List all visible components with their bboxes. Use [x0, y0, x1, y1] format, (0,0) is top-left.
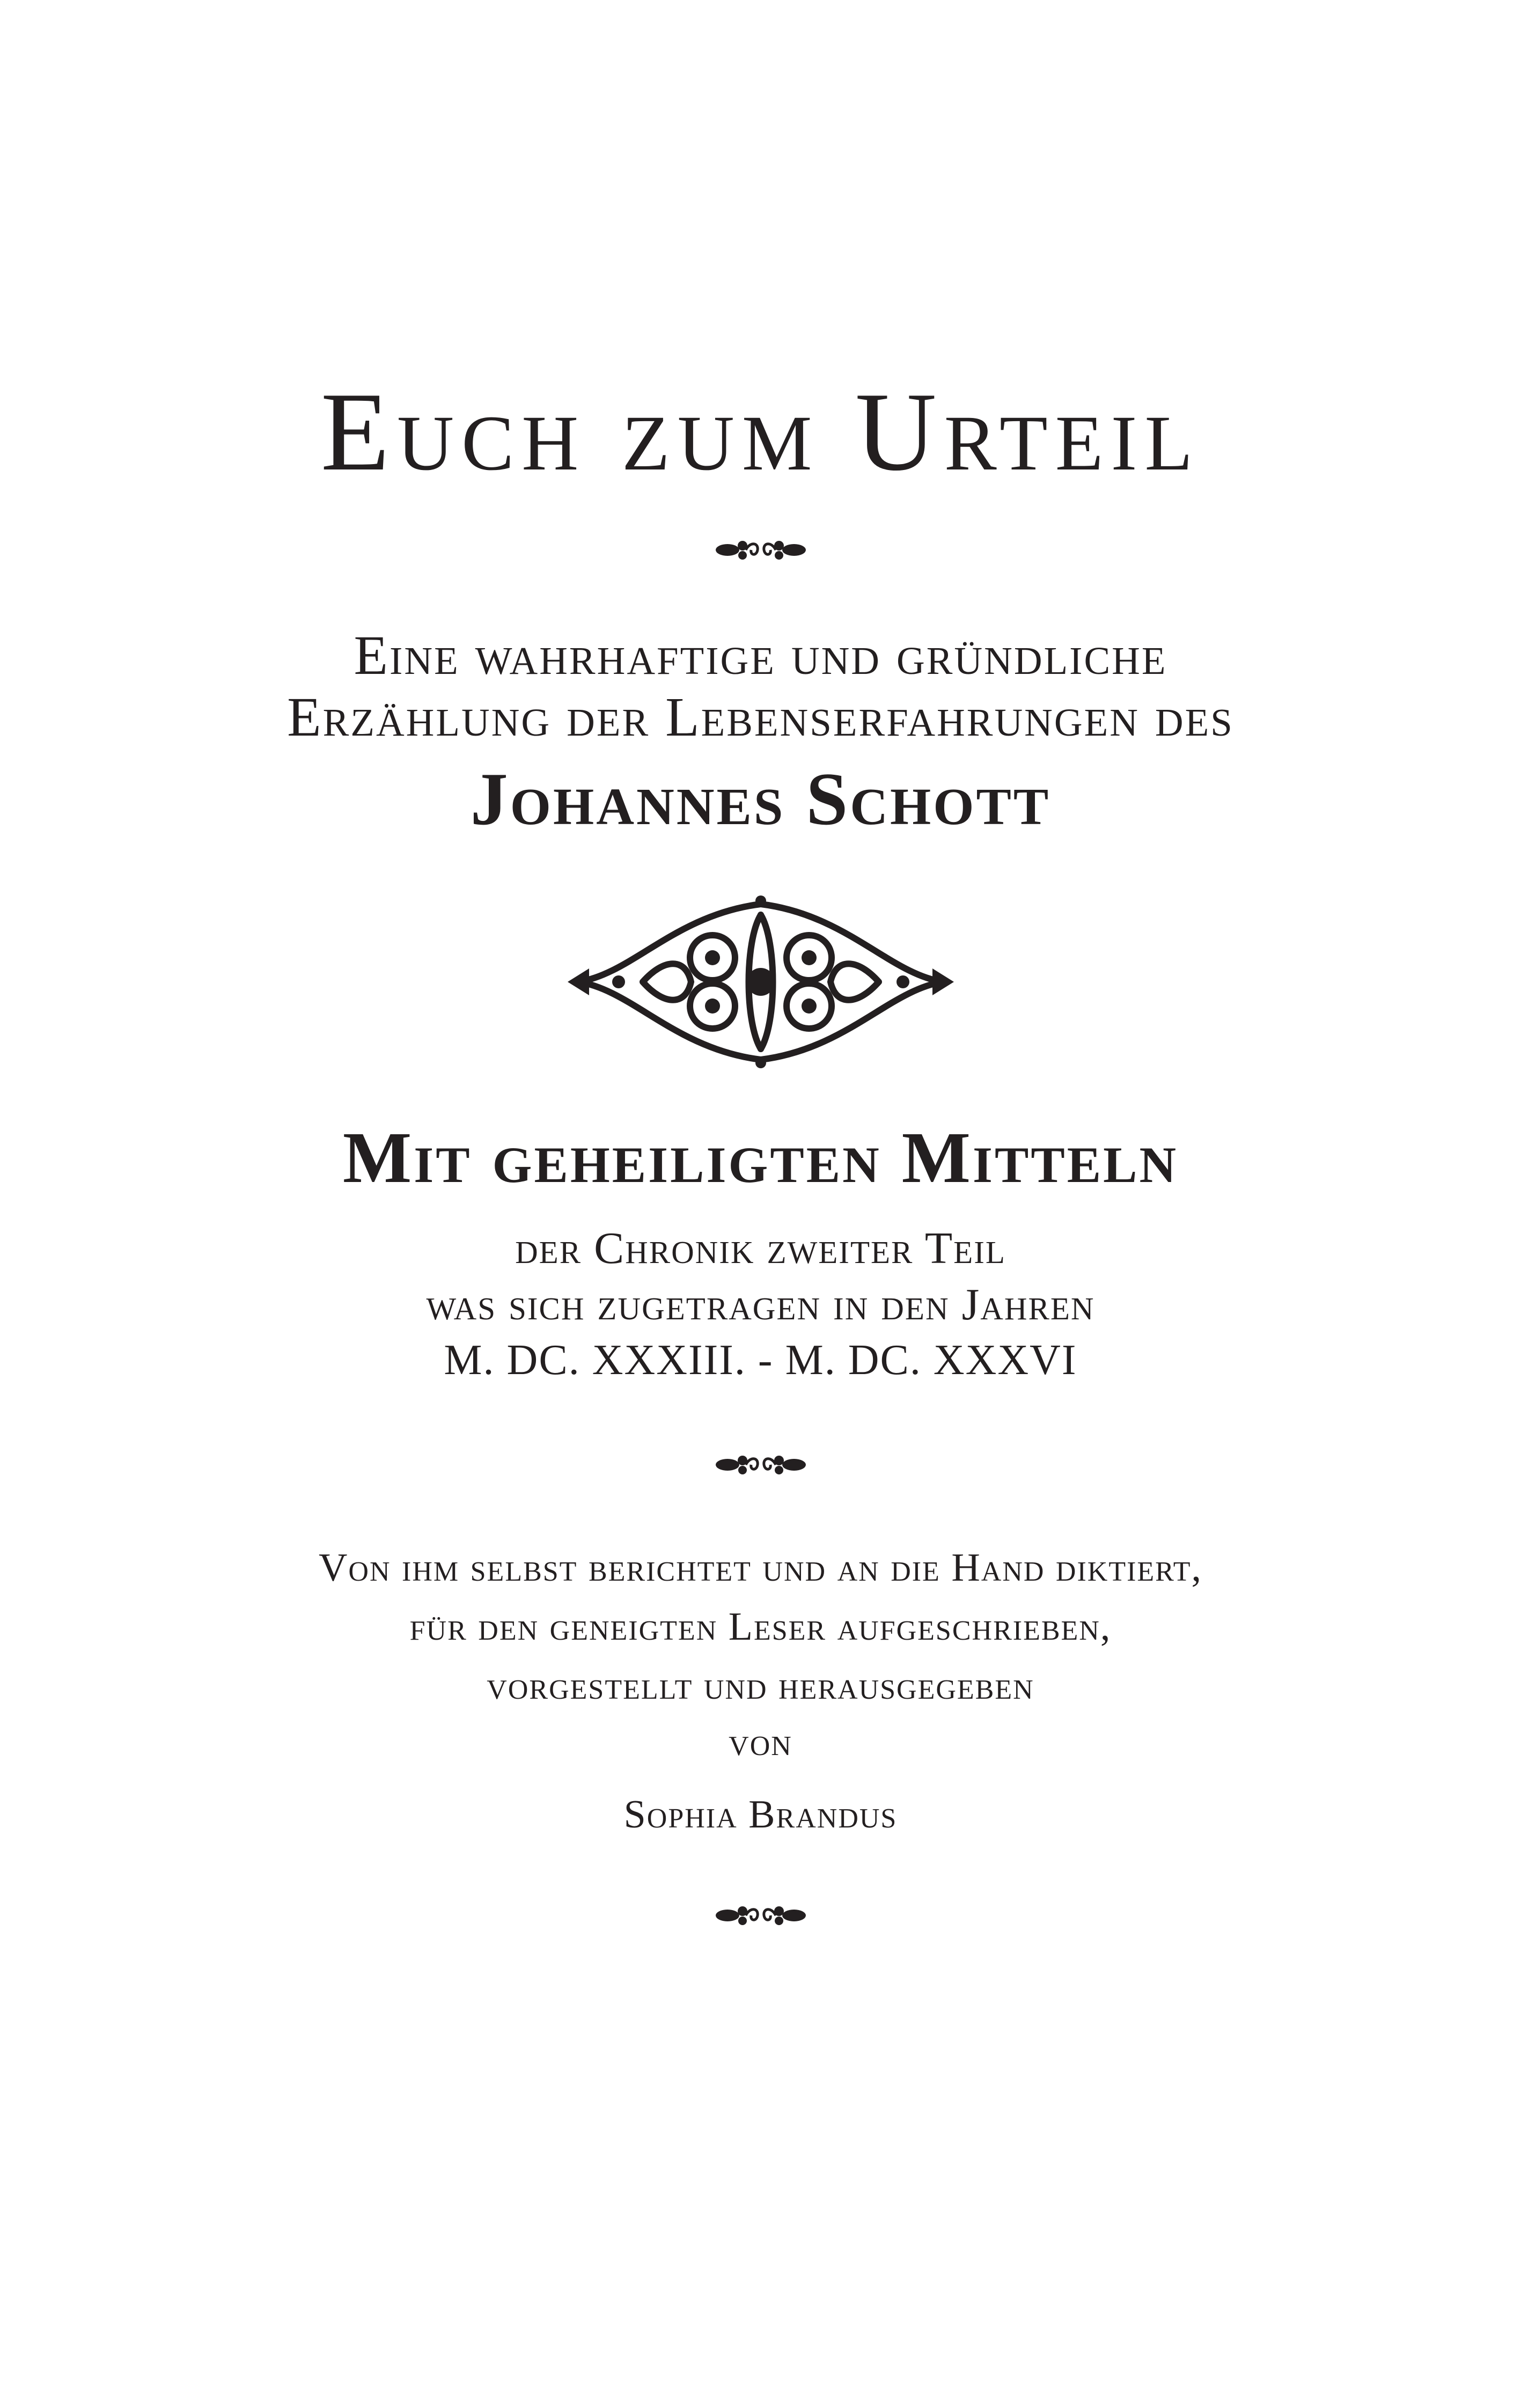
fleuron-pair-icon	[0, 534, 1521, 566]
credits-line-1: Von ihm selbst berichtet und an die Hand diktiert,	[318, 1546, 1203, 1590]
credits-line-2: für den geneigten Leser aufgeschrieben,	[409, 1605, 1112, 1649]
credits-line-4: von	[729, 1720, 792, 1764]
part-line-2: was sich zugetragen in den Jahren	[426, 1280, 1095, 1330]
part-years: M. DC. XXXIII. - M. DC. XXXVI	[444, 1337, 1077, 1384]
arabesque-ornament-icon	[0, 893, 1521, 1070]
credits-line-3: vorgestellt und herausgegeben	[487, 1664, 1034, 1708]
fleuron-pair-icon	[0, 1899, 1521, 1932]
book-title: Euch zum Urteil	[320, 370, 1201, 494]
part-line-1: der Chronik zweiter Teil	[515, 1223, 1006, 1273]
subtitle-line-1: Eine wahrhaftige und gründliche	[354, 625, 1167, 686]
part-title: Mit geheiligten Mitteln	[342, 1118, 1179, 1198]
author-name: Sophia Brandus	[623, 1793, 898, 1837]
subject-name: Johannes Schott	[470, 758, 1051, 841]
subtitle-line-2: Erzählung der Lebenserfahrungen des	[287, 686, 1234, 748]
fleuron-pair-icon	[0, 1449, 1521, 1481]
